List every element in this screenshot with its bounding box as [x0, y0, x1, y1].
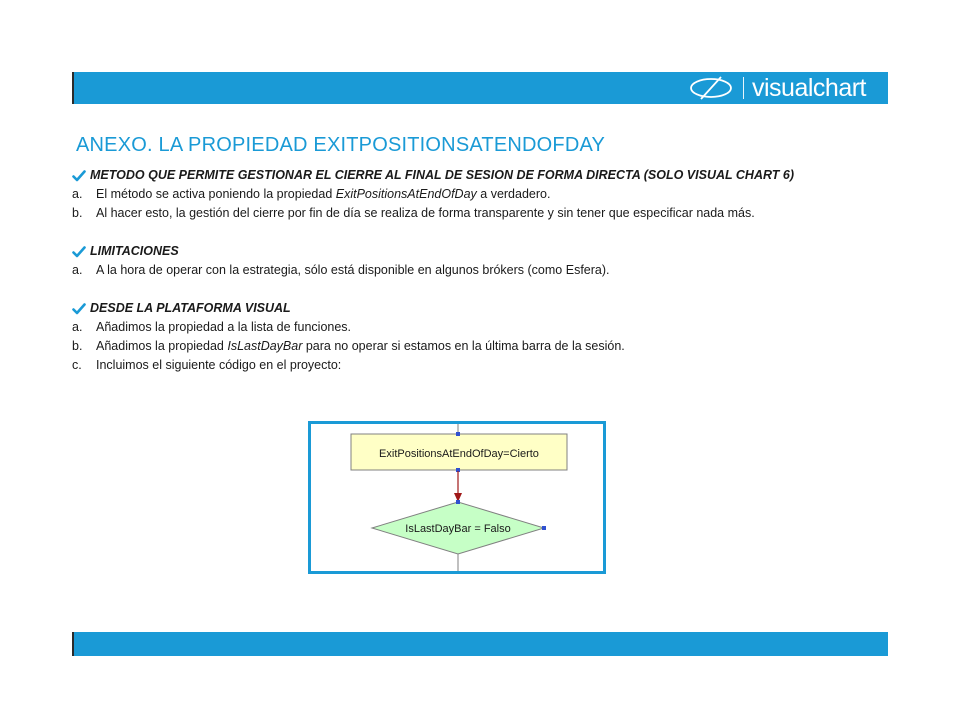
list-item — [72, 356, 872, 375]
decision-block-label: IsLastDayBar = Falso — [405, 523, 511, 535]
flowchart-screenshot — [308, 421, 606, 574]
spacer — [72, 280, 872, 299]
footer-bar — [72, 632, 888, 656]
list-item — [72, 185, 872, 204]
list-item-text: A la hora de operar con la estrategia, sólo está disponible en algunos brókers (como Esfera). — [96, 263, 610, 277]
spacer — [72, 223, 872, 242]
logo-text: visualchart — [752, 74, 866, 102]
process-block-label: ExitPositionsAtEndOfDay=Cierto — [379, 448, 539, 460]
section-heading-text: METODO QUE PERMITE GESTIONAR EL CIERRE AL FINAL DE SESION DE FORMA DIRECTA (SOLO VISUAL CHART 6) — [90, 168, 794, 182]
property-name: IsLastDayBar — [227, 339, 303, 353]
list-item-letter: b. — [72, 339, 83, 353]
brand-logo — [687, 75, 866, 101]
list-item-letter: a. — [72, 187, 83, 201]
section-heading-limitations — [72, 242, 872, 261]
list-item-text: Añadimos la propiedad a la lista de funciones. — [96, 320, 352, 334]
list-item-text-part: a verdadero. — [476, 187, 551, 201]
list-item-text — [96, 337, 625, 356]
header-bar-edge — [72, 72, 74, 104]
checkmark-icon — [72, 303, 86, 315]
connection-handle[interactable] — [542, 526, 546, 530]
list-item-text-part: para no operar si estamos en la última barra de la sesión. — [302, 339, 625, 353]
list-item-letter: c. — [72, 358, 82, 372]
list-item-text-part: Añadimos la propiedad — [96, 339, 228, 353]
header-bar — [72, 72, 888, 104]
list-item — [72, 261, 872, 280]
flowchart-canvas — [311, 424, 603, 571]
list-item — [72, 337, 872, 356]
page-title: ANEXO. LA PROPIEDAD EXITPOSITIONSATENDOFDAY — [76, 134, 606, 156]
footer-bar-edge — [72, 632, 74, 656]
section-heading-method — [72, 166, 872, 185]
checkmark-icon — [72, 246, 86, 258]
property-name: ExitPositionsAtEndOfDay — [335, 187, 477, 201]
checkmark-icon — [72, 170, 86, 182]
list-item-text — [96, 185, 550, 204]
list-item-letter: b. — [72, 206, 83, 220]
content-body — [72, 166, 872, 375]
list-item-text: Incluimos el siguiente código en el proyecto: — [96, 358, 342, 372]
list-item-letter: a. — [72, 263, 83, 277]
list-item-text-part: El método se activa poniendo la propiedad — [96, 187, 336, 201]
connection-handle[interactable] — [456, 432, 460, 436]
logo-separator — [743, 77, 744, 99]
list-item — [72, 204, 872, 223]
list-item — [72, 318, 872, 337]
connection-handle[interactable] — [456, 500, 460, 504]
list-item-letter: a. — [72, 320, 83, 334]
section-heading-visual-platform — [72, 299, 872, 318]
visualchart-logo-icon — [687, 75, 735, 101]
section-heading-text: LIMITACIONES — [90, 244, 179, 258]
list-item-text: Al hacer esto, la gestión del cierre por fin de día se realiza de forma transparente y sin tener que especificar nada más. — [96, 206, 755, 220]
section-heading-text: DESDE LA PLATAFORMA VISUAL — [90, 301, 291, 315]
